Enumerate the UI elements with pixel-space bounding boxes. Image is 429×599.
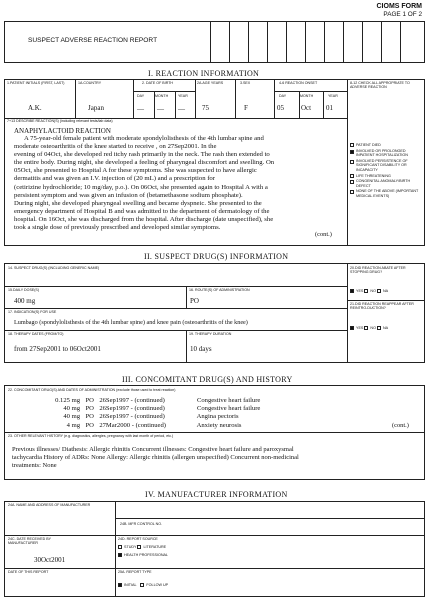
check-all-label: 8-12 CHECK ALL APPROPRIATE TO ADVERSE REACTION [350,81,410,90]
country-label: 1A.COUNTRY [78,81,102,85]
abate-na[interactable] [377,289,388,293]
check-congenital[interactable] [350,179,422,188]
concomitant-cont: (cont.) [392,422,409,429]
dob-label: 2. DATE OF BIRTH [142,81,174,85]
check-label: INVOLVED PERSISTENCE OF SIGNIFICANT DISABILITY OR INCAPACITY [356,158,408,172]
dob-year-label: YEAR [178,94,188,98]
page-number: PAGE 1 OF 2 [383,11,422,18]
checkbox-icon [377,326,381,330]
abate-label: 20.DID REACTION ABATE AFTER STOPPING DRUG? [350,266,406,275]
checkbox-icon [350,143,354,147]
history-line: treatments: None [12,462,57,469]
concomitant-row [44,405,260,413]
narrative-line: (cetirizine hydrochloride; 10 mg/day, p.o.). On 06Oct, she presented again to Hospital A with a [14,183,268,191]
date-received: 30Oct2001 [34,556,66,564]
concomitant-indication: Anxiety neurosis [196,421,242,429]
reappear-na[interactable] [377,326,388,330]
checkbox-icon [350,174,354,178]
therapy-duration: 10 days [190,345,212,353]
reaction-narrative [14,135,342,232]
mfr-name-label: 24A. NAME AND ADDRESS OF MANUFACTURER [8,503,91,507]
type-follow-up[interactable] [140,583,168,587]
history-line: Previous illnesses/ Diathesis: Allergic rhinitis Concurrent illnesses: Congestive heart failure and paroxysmal [12,446,294,453]
source-study[interactable] [118,545,136,549]
form-name: CIOMS FORM [376,3,422,10]
checkbox-icon [140,583,144,587]
narrative-line: the entire body. During night, she developed a feeling of pharyngeal discomfort and swelling. On [14,159,275,167]
check-label: INVOLVED OR PROLONGED INPATIENT HOSPITALIZATION [356,148,408,158]
date-received-label: 24C. DATE RECEIVED BY MANUFACTURER [8,537,52,546]
check-hospitalization[interactable] [350,149,422,158]
checkbox-icon [350,180,354,184]
checkbox-icon [137,545,141,549]
concomitant-dose: 0.125 mg [55,397,80,404]
check-none[interactable] [350,189,422,198]
age-label: 2A.AGE YEARS [197,81,224,85]
concomitant-table [44,397,260,430]
describe-label: 7+13 DESCRIBE REACTION(S) (including relevant tests/lab data) [7,119,113,123]
check-label: CONGENITAL ANOMALY/BIRTH DEFECT [356,179,411,188]
check-label: PATIENT DIED [356,143,381,147]
checkbox-icon [350,190,354,194]
report-source-options [118,545,168,557]
reappear-options [350,326,388,331]
check-label: NONE OF THE ABOVE (IMPORTANT MEDICAL EVENTS) [356,189,419,198]
narrative-line: emergency department of Hospital B and was admitted to the department of dermatology of the [14,207,270,215]
therapy-dates-label: 18. THERAPY DATES (FROM/TO) [8,332,64,336]
narrative-cont: (cont.) [315,231,332,238]
daily-dose: 400 mg [14,297,36,305]
suspect-drug-label: 14. SUSPECT DRUG(S) (INCLUDING GENERIC NAME) [8,266,100,270]
dob-day: — [137,105,144,113]
therapy-duration-label: 19. THERAPY DURATION [189,332,232,336]
narrative-line: During night, she developed pharyngeal swelling and became dyspneic. She presented to the [14,199,262,207]
checkbox-icon [377,289,381,293]
check-patient-died[interactable] [350,143,422,148]
check-disability[interactable] [350,159,422,173]
section-concomitant-heading: III. CONCOMITANT DRUG(S) AND HISTORY [122,375,293,384]
concomitant-label: 22. CONCOMITANT DRUG(S) AND DATES OF ADMINISTRATION (exclude those used to treat reaction) [8,388,176,392]
onset-month-label: MONTH [300,94,314,98]
narrative-line: 05Oct, she presented to Hospital A for these symptoms. She was suspected to have allergic [14,167,257,175]
concomitant-date: 26Sep1997 - (continued) [99,413,165,421]
abate-yes[interactable] [350,289,363,293]
check-list [350,143,422,199]
section-drug-heading: II. SUSPECT DRUG(S) INFORMATION [144,252,289,261]
narrative-title: ANAPHYLACTOID REACTION [14,127,111,135]
reappear-yes-label: YES [356,326,364,330]
narrative-line: hospital. On 16Oct, she was discharged from the hospital. After discharge (date unspecified), she [14,215,274,223]
section-reaction-heading: I. REACTION INFORMATION [148,69,260,78]
concomitant-indication: Congestive heart failure [196,397,261,404]
onset-year-label: YEAR [328,94,338,98]
type-initial[interactable] [118,583,136,587]
concomitant-dose: 40 mg [63,405,80,413]
report-type-label: 25A. REPORT TYPE [118,570,152,574]
therapy-dates: from 27Sep2001 to 06Oct2001 [14,345,101,353]
concomitant-row [44,397,260,405]
daily-dose-label: 15.DAILY DOSE(S) [8,288,40,292]
narrative-line: dermatitis and was given an I.V. injection of (20 mL) and a prescription for [14,175,216,183]
checked-checkbox-icon [350,150,354,154]
abate-options [350,289,388,294]
abate-na-label: NA [382,289,389,293]
sex-label: 3.SEX [240,81,251,85]
concomitant-dose: 40 mg [63,413,80,421]
check-label: LIFE THREATENING [356,173,391,178]
dob-month: — [157,105,164,113]
concomitant-route: PO [85,413,94,421]
form-title: SUSPECT ADVERSE REACTION REPORT [28,37,158,44]
concomitant-indication: Congestive heart failure [196,405,261,413]
type-follow-up-label: FOLLOW UP [146,583,169,587]
abate-yes-label: YES [356,289,364,293]
onset-month: Oct [301,104,312,112]
onset-label: 4-6 REACTION ONSET [279,81,318,85]
concomitant-route: PO [85,421,94,429]
source-health-label: HEALTH PROFESSIONAL [124,552,168,557]
concomitant-dose: 4 mg [66,421,80,429]
checked-checkbox-icon [350,326,354,330]
history-text [12,446,422,470]
narrative-line: evening of 04Oct, she developed red itchy rash primarily in the neck. The rash then extended to [14,151,270,159]
manufacturer-grid [4,501,425,597]
concomitant-row [44,413,260,421]
report-source-label: 24D. REPORT SOURCE [118,537,158,541]
abate-no[interactable] [364,289,376,293]
initials-label: 1.PATIENT INITIALS (FIRST, LAST) [7,81,65,85]
indication-label: 17. INDICATION(S) FOR USE [8,310,57,314]
reappear-label: 21.DID REACTION REAPPEAR AFTER REINTRO-DUCTION? [350,302,414,311]
checkbox-icon [350,160,354,164]
reappear-no-label: NO [370,326,376,330]
concomitant-date: 27Mar2000 - (continued) [99,421,166,429]
dob-month-label: MONTH [155,94,169,98]
dob-year: — [178,105,185,113]
concomitant-date: 26Sep1997 - (continued) [99,397,165,404]
reappear-na-label: NA [382,326,389,330]
check-life-threatening[interactable] [350,174,422,179]
source-literature-label: LITERATURE [143,545,167,549]
abate-no-label: NO [370,289,376,293]
concomitant-indication: Angina pectoris [196,413,239,421]
narrative-line: A 75-year-old female patient with moderate spondylolisthesis of the 4th lumbar spine and [24,135,264,142]
onset-day: 05 [277,104,284,112]
checkbox-icon [118,545,122,549]
narrative-line: took a single dose of previously prescribed and developed similar symptoms. [14,224,221,232]
report-type-options [118,583,168,588]
history-label: 23. OTHER RELEVANT HISTORY (e.g. diagnostics, allergies, pregnancy with last month of period, etc.) [8,434,174,438]
report-date-label: DATE OF THIS REPORT [8,570,49,574]
source-literature[interactable] [137,545,166,549]
checkbox-icon [364,326,368,330]
concomitant-date: 26Sep1997 - (continued) [99,405,165,413]
concomitant-row [44,422,260,430]
checked-checkbox-icon [118,583,122,587]
onset-day-label: DAY [279,94,287,98]
mfr-control-label: 24B. MFR CONTROL NO. [120,522,162,526]
history-line: tachycardia History of ADRs: None Allergy: Allergic rhinitis (allergen unspecified) Concurrent non-medicinal [12,454,299,461]
checked-checkbox-icon [350,289,354,293]
source-study-label: STUDY [124,545,137,549]
checkbox-icon [364,289,368,293]
type-initial-label: INITIAL [124,583,137,587]
reappear-yes[interactable] [350,326,363,330]
source-health-professional[interactable] [118,553,168,557]
patient-initials: A.K. [28,104,42,112]
route: PO [190,297,199,305]
route-label: 16. ROUTE(S) OF ADMINISTRATION [189,288,250,292]
concomitant-route: PO [85,405,94,413]
section-manufacturer-heading: IV. MANUFACTURER INFORMATION [145,490,288,499]
sex: F [244,104,248,112]
indication: Lumbago (spondylolisthesis of the 4th lumbar spine) and knee pain (osteoarthritis of the knee) [14,319,248,326]
concomitant-route: PO [85,397,94,404]
checked-checkbox-icon [118,553,122,557]
narrative-line: persistent symptom and was given an infusion of (betamethasone sodium phosphate). [14,191,243,199]
dob-day-label: DAY [137,94,145,98]
onset-year: 01 [326,104,333,112]
reappear-no[interactable] [364,326,376,330]
age: 75 [202,104,209,112]
country: Japan [88,104,104,112]
narrative-line: moderate osteoarthritis of the knee started to receive , on 27Sep2001. In the [14,143,217,151]
